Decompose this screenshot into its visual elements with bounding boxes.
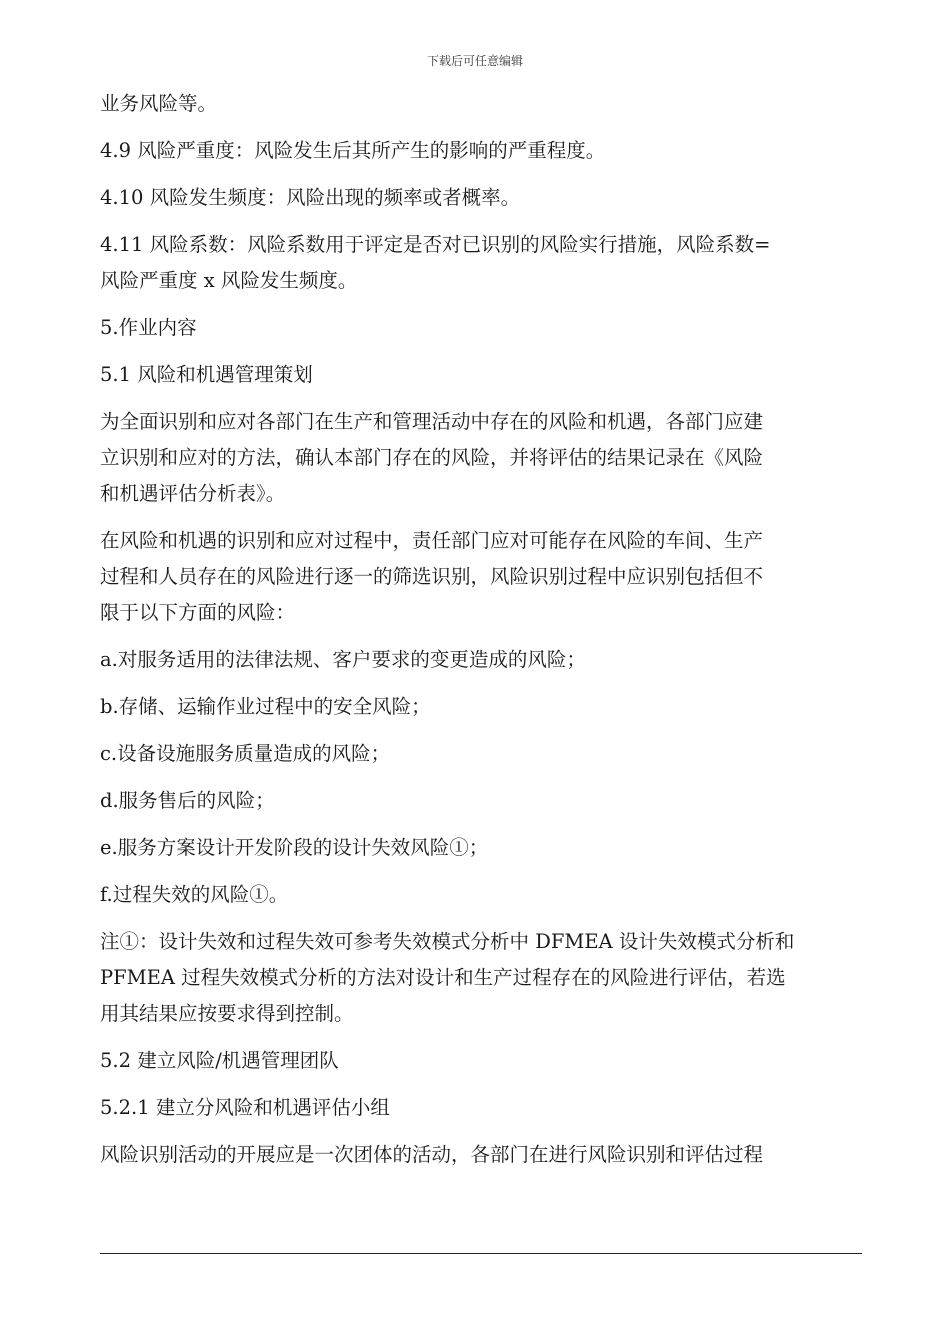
paragraph bbox=[100, 1043, 862, 1079]
paragraph bbox=[100, 310, 862, 346]
paragraph bbox=[100, 133, 862, 169]
text-line: 5.2.1 建立分风险和机遇评估小组 bbox=[100, 1096, 390, 1119]
paragraph bbox=[100, 877, 862, 913]
text-line: 业务风险等。 bbox=[100, 92, 218, 115]
paragraph bbox=[100, 523, 862, 631]
text-line: 5.1 风险和机遇管理策划 bbox=[100, 363, 313, 386]
text-line: d.服务售后的风险； bbox=[100, 789, 275, 812]
paragraph bbox=[100, 689, 862, 725]
text-line: PFMEA 过程失效模式分析的方法对设计和生产过程存在的风险进行评估，若选 bbox=[100, 966, 786, 989]
paragraph bbox=[100, 404, 862, 512]
text-line: b.存储、运输作业过程中的安全风险； bbox=[100, 695, 431, 718]
text-line: 限于以下方面的风险： bbox=[100, 601, 296, 624]
paragraph bbox=[100, 180, 862, 216]
text-line: c.设备设施服务质量造成的风险； bbox=[100, 742, 391, 765]
text-line: 5.2 建立风险/机遇管理团队 bbox=[100, 1049, 339, 1072]
text-line: 4.10 风险发生频度：风险出现的频率或者概率。 bbox=[100, 186, 521, 209]
text-line: 4.11 风险系数：风险系数用于评定是否对已识别的风险实行措施，风险系数= bbox=[100, 233, 771, 256]
paragraph bbox=[100, 1137, 862, 1173]
text-line: 5.作业内容 bbox=[100, 316, 197, 339]
paragraph bbox=[100, 642, 862, 678]
text-line: 注①：设计失效和过程失效可参考失效模式分析中 DFMEA 设计失效模式分析和 bbox=[100, 930, 795, 953]
page-header: 下载后可任意编辑 bbox=[426, 54, 523, 68]
paragraph bbox=[100, 736, 862, 772]
text-line: 风险严重度 x 风险发生频度。 bbox=[100, 269, 358, 292]
document-body bbox=[100, 86, 862, 1184]
text-line: 和机遇评估分析表》。 bbox=[100, 482, 286, 505]
text-line: 过程和人员存在的风险进行逐一的筛选识别，风险识别过程中应识别包括但不 bbox=[100, 565, 764, 588]
paragraph bbox=[100, 1090, 862, 1126]
text-line: 用其结果应按要求得到控制。 bbox=[100, 1002, 354, 1025]
text-line: 在风险和机遇的识别和应对过程中，责任部门应对可能存在风险的车间、生产 bbox=[100, 529, 764, 552]
paragraph bbox=[100, 86, 862, 122]
footer-divider bbox=[100, 1253, 862, 1254]
text-line: 立识别和应对的方法，确认本部门存在的风险，并将评估的结果记录在《风险 bbox=[100, 446, 764, 469]
text-line: 4.9 风险严重度：风险发生后其所产生的影响的严重程度。 bbox=[100, 139, 606, 162]
text-line: a.对服务适用的法律法规、客户要求的变更造成的风险； bbox=[100, 648, 586, 671]
text-line: f.过程失效的风险①。 bbox=[100, 883, 289, 906]
paragraph bbox=[100, 830, 862, 866]
text-line: e.服务方案设计开发阶段的设计失效风险①； bbox=[100, 836, 489, 859]
paragraph bbox=[100, 227, 862, 299]
paragraph bbox=[100, 924, 862, 1032]
text-line: 风险识别活动的开展应是一次团体的活动，各部门在进行风险识别和评估过程 bbox=[100, 1143, 764, 1166]
paragraph bbox=[100, 357, 862, 393]
text-line: 为全面识别和应对各部门在生产和管理活动中存在的风险和机遇，各部门应建 bbox=[100, 410, 764, 433]
paragraph bbox=[100, 783, 862, 819]
